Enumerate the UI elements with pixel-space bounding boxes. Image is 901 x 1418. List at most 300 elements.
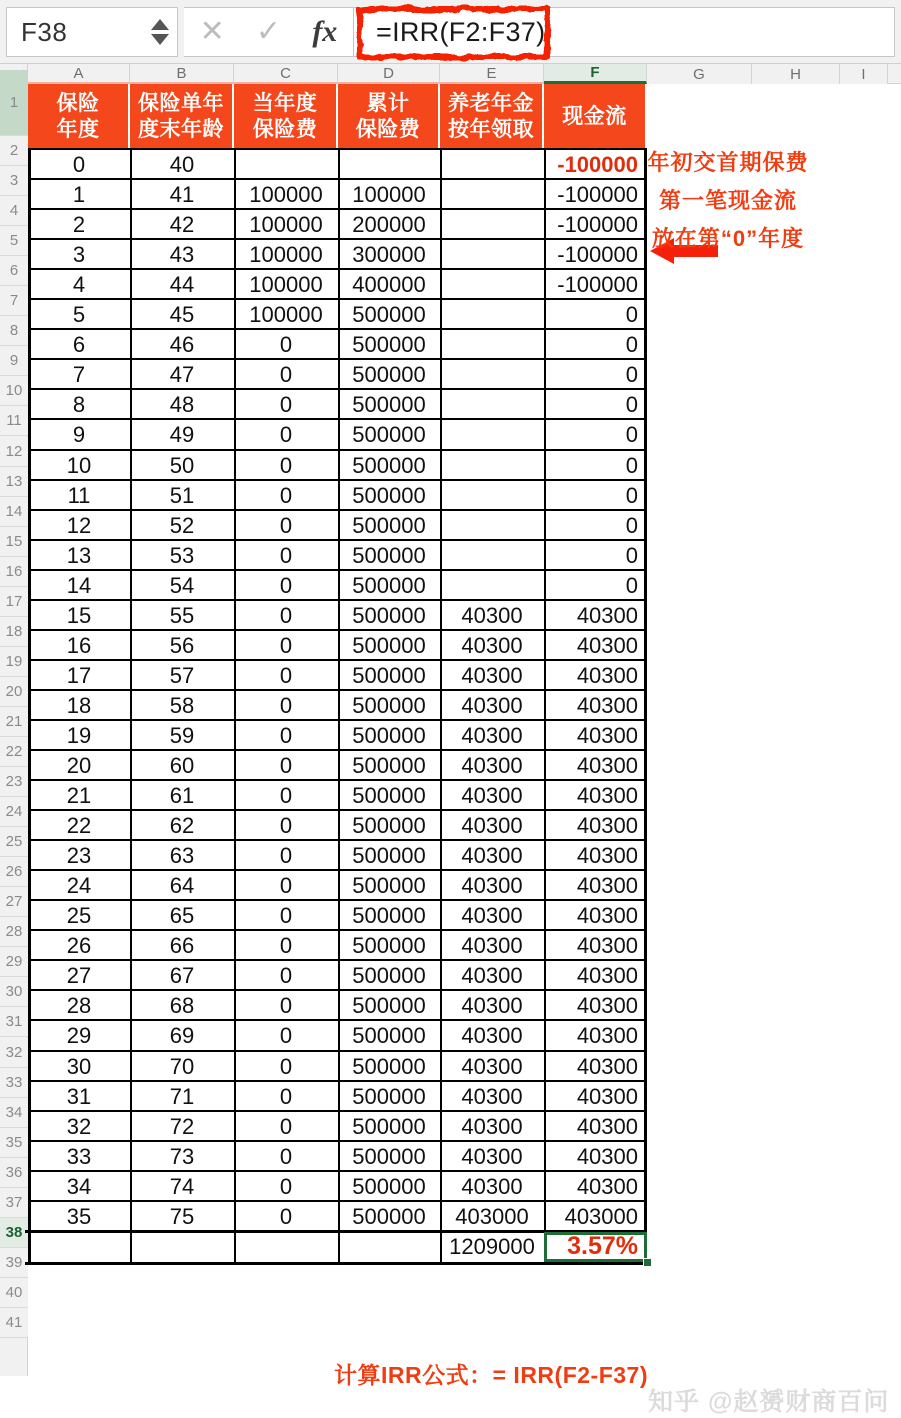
cell-C38[interactable] (234, 1232, 338, 1262)
cell-C13[interactable]: 0 (279, 482, 293, 508)
cell-C14[interactable]: 0 (279, 512, 293, 538)
cell-E10[interactable] (440, 390, 544, 420)
cell-B8[interactable]: 46 (169, 332, 195, 358)
row-header-6[interactable]: 6 (0, 256, 28, 286)
row-header-36[interactable]: 36 (0, 1158, 28, 1188)
row-header-27[interactable]: 27 (0, 887, 28, 917)
cell-D32[interactable]: 500000 (352, 1053, 426, 1079)
grid-line-horizontal (28, 298, 647, 300)
cell-C16[interactable]: 0 (279, 572, 293, 598)
cell-F29[interactable]: 40300 (576, 963, 638, 989)
cell-D26[interactable]: 500000 (352, 873, 426, 899)
cell-A20[interactable]: 18 (66, 692, 92, 718)
cell-B38[interactable] (130, 1232, 234, 1262)
cell-F18[interactable]: 40300 (576, 632, 638, 658)
cell-C28[interactable]: 0 (279, 933, 293, 959)
side-annotation-line-3: 放在第“0”年度 (651, 226, 805, 251)
grid-line-vertical (130, 148, 132, 1262)
cell-F20[interactable]: 40300 (576, 692, 638, 718)
row-header-35[interactable]: 35 (0, 1128, 28, 1158)
cell-F26[interactable]: 40300 (576, 873, 638, 899)
cell-F8[interactable]: 0 (625, 332, 638, 358)
cell-E7[interactable] (440, 300, 544, 330)
cell-B5[interactable]: 43 (169, 242, 195, 268)
cell-D38[interactable] (338, 1232, 440, 1262)
check-icon[interactable]: ✓ (255, 15, 282, 48)
cell-D14[interactable]: 500000 (352, 512, 426, 538)
cell-D31[interactable]: 500000 (352, 1023, 426, 1049)
cell-D27[interactable]: 500000 (352, 903, 426, 929)
cell-D35[interactable]: 500000 (352, 1143, 426, 1169)
cell-A25[interactable]: 23 (66, 843, 92, 869)
formula-input[interactable]: =IRR(F2:F37) (376, 16, 546, 47)
cell-E30[interactable]: 40300 (461, 993, 523, 1019)
cell-F37[interactable]: 403000 (564, 1203, 638, 1229)
grid-line-horizontal (28, 268, 647, 270)
row-header-5[interactable]: 5 (0, 226, 28, 256)
cell-A23[interactable]: 21 (66, 783, 92, 809)
cell-C15[interactable]: 0 (279, 542, 293, 568)
cell-D29[interactable]: 500000 (352, 963, 426, 989)
cell-E6[interactable] (440, 270, 544, 300)
column-header-a[interactable]: A (28, 64, 130, 84)
cell-F28[interactable]: 40300 (576, 933, 638, 959)
cell-F19[interactable]: 40300 (576, 662, 638, 688)
row-header-21[interactable]: 21 (0, 707, 28, 737)
cell-B31[interactable]: 69 (169, 1023, 195, 1049)
cell-F9[interactable]: 0 (625, 362, 638, 388)
cell-A29[interactable]: 27 (66, 963, 92, 989)
column-header-c[interactable]: C (234, 64, 338, 84)
row-header-30[interactable]: 30 (0, 977, 28, 1007)
cell-B19[interactable]: 57 (169, 662, 195, 688)
cell-E14[interactable] (440, 511, 544, 541)
cell-C25[interactable]: 0 (279, 843, 293, 869)
cell-A27[interactable]: 25 (66, 903, 92, 929)
column-header-d[interactable]: D (338, 64, 440, 84)
cell-B18[interactable]: 56 (169, 632, 195, 658)
cell-E33[interactable]: 40300 (461, 1083, 523, 1109)
cell-B17[interactable]: 55 (169, 602, 195, 628)
cell-C7[interactable]: 100000 (249, 302, 323, 328)
cell-F23[interactable]: 40300 (576, 783, 638, 809)
cell-A18[interactable]: 16 (66, 632, 92, 658)
cell-A9[interactable]: 7 (72, 362, 86, 388)
table-header-cell-E[interactable] (440, 84, 544, 150)
cell-B14[interactable]: 52 (169, 512, 195, 538)
cell-C34[interactable]: 0 (279, 1113, 293, 1139)
cell-A6[interactable]: 4 (72, 272, 86, 298)
cell-E26[interactable]: 40300 (461, 873, 523, 899)
cell-E28[interactable]: 40300 (461, 933, 523, 959)
cell-C36[interactable]: 0 (279, 1173, 293, 1199)
cell-A35[interactable]: 33 (66, 1143, 92, 1169)
cell-B28[interactable]: 66 (169, 933, 195, 959)
cell-B23[interactable]: 61 (169, 783, 195, 809)
cell-F16[interactable]: 0 (625, 572, 638, 598)
cell-D10[interactable]: 500000 (352, 392, 426, 418)
cell-A30[interactable]: 28 (66, 993, 92, 1019)
cell-C26[interactable]: 0 (279, 873, 293, 899)
row-header-29[interactable]: 29 (0, 947, 28, 977)
cell-E36[interactable]: 40300 (461, 1173, 523, 1199)
cell-D36[interactable]: 500000 (352, 1173, 426, 1199)
cell-E8[interactable] (440, 330, 544, 360)
cell-F36[interactable]: 40300 (576, 1173, 638, 1199)
cell-A3[interactable]: 1 (72, 182, 86, 208)
cell-A31[interactable]: 29 (66, 1023, 92, 1049)
cell-A26[interactable]: 24 (66, 873, 92, 899)
cell-A21[interactable]: 19 (66, 722, 92, 748)
cell-D19[interactable]: 500000 (352, 662, 426, 688)
row-header-14[interactable]: 14 (0, 497, 28, 527)
cell-A5[interactable]: 3 (72, 242, 86, 268)
cell-D33[interactable]: 500000 (352, 1083, 426, 1109)
row-header-37[interactable]: 37 (0, 1188, 28, 1218)
table-header-cell-C[interactable] (234, 84, 338, 150)
cell-B6[interactable]: 44 (169, 272, 195, 298)
cell-B29[interactable]: 67 (169, 963, 195, 989)
column-header-h[interactable]: H (752, 64, 840, 84)
cell-F6[interactable]: -100000 (557, 272, 638, 298)
row-header-41[interactable]: 41 (0, 1308, 28, 1338)
cell-A33[interactable]: 31 (66, 1083, 92, 1109)
cell-F32[interactable]: 40300 (576, 1053, 638, 1079)
cell-A17[interactable]: 15 (66, 602, 92, 628)
cell-C9[interactable]: 0 (279, 362, 293, 388)
cell-E2[interactable] (440, 150, 544, 180)
cell-A32[interactable]: 30 (66, 1053, 92, 1079)
row-header-39[interactable]: 39 (0, 1248, 28, 1278)
cell-D4[interactable]: 200000 (352, 212, 426, 238)
row-header-28[interactable]: 28 (0, 917, 28, 947)
header-line: 保险费 (252, 118, 318, 141)
cell-A22[interactable]: 20 (66, 753, 92, 779)
cell-C23[interactable]: 0 (279, 783, 293, 809)
cell-E5[interactable] (440, 240, 544, 270)
cell-A7[interactable]: 5 (72, 302, 86, 328)
cell-B35[interactable]: 73 (169, 1143, 195, 1169)
row-header-15[interactable]: 15 (0, 527, 28, 557)
row-header-40[interactable]: 40 (0, 1278, 28, 1308)
cell-C37[interactable]: 0 (279, 1203, 293, 1229)
cell-D13[interactable]: 500000 (352, 482, 426, 508)
cell-E17[interactable]: 40300 (461, 602, 523, 628)
cell-E11[interactable] (440, 420, 544, 450)
cell-B21[interactable]: 59 (169, 722, 195, 748)
chevron-up-icon[interactable] (151, 19, 169, 30)
cell-A13[interactable]: 11 (67, 482, 91, 508)
cell-D6[interactable]: 400000 (352, 272, 426, 298)
cell-B24[interactable]: 62 (169, 813, 195, 839)
row-header-26[interactable]: 26 (0, 857, 28, 887)
cell-F13[interactable]: 0 (625, 482, 638, 508)
cell-F35[interactable]: 40300 (576, 1143, 638, 1169)
cell-C32[interactable]: 0 (279, 1053, 293, 1079)
cell-E38[interactable]: 1209000 (449, 1233, 535, 1259)
cell-E9[interactable] (440, 360, 544, 390)
cell-B34[interactable]: 72 (169, 1113, 195, 1139)
cell-B36[interactable]: 74 (169, 1173, 195, 1199)
cell-F33[interactable]: 40300 (576, 1083, 638, 1109)
cell-E3[interactable] (440, 180, 544, 210)
cell-F11[interactable]: 0 (625, 422, 638, 448)
cell-D2[interactable] (338, 150, 440, 180)
insert-function-icon[interactable]: fx (312, 15, 338, 48)
cell-E16[interactable] (440, 571, 544, 601)
row-header-22[interactable]: 22 (0, 737, 28, 767)
cell-B15[interactable]: 53 (169, 542, 195, 568)
cell-D30[interactable]: 500000 (352, 993, 426, 1019)
grid-line-horizontal (28, 328, 647, 330)
row-header-2[interactable]: 2 (0, 136, 28, 166)
cell-C22[interactable]: 0 (279, 753, 293, 779)
cell-F22[interactable]: 40300 (576, 753, 638, 779)
cell-C27[interactable]: 0 (279, 903, 293, 929)
cell-A19[interactable]: 17 (66, 662, 92, 688)
cell-C3[interactable]: 100000 (249, 182, 323, 208)
cell-C21[interactable]: 0 (279, 722, 293, 748)
cell-A36[interactable]: 34 (66, 1173, 92, 1199)
row-header-33[interactable]: 33 (0, 1068, 28, 1098)
chevron-down-icon[interactable] (151, 34, 169, 45)
row-header-13[interactable]: 13 (0, 467, 28, 497)
header-line: 保险 (56, 92, 100, 116)
row-header-25[interactable]: 25 (0, 827, 28, 857)
cell-D7[interactable]: 500000 (352, 302, 426, 328)
grid-line-horizontal (28, 869, 647, 871)
cell-F25[interactable]: 40300 (576, 843, 638, 869)
row-header-31[interactable]: 31 (0, 1007, 28, 1037)
cell-E35[interactable]: 40300 (461, 1143, 523, 1169)
row-header-9[interactable]: 9 (0, 346, 28, 376)
cell-F27[interactable]: 40300 (576, 903, 638, 929)
cell-D18[interactable]: 500000 (352, 632, 426, 658)
cell-C29[interactable]: 0 (279, 963, 293, 989)
cell-D37[interactable]: 500000 (352, 1203, 426, 1229)
cell-A28[interactable]: 26 (66, 933, 92, 959)
grid-line-horizontal (28, 539, 647, 541)
row-header-34[interactable]: 34 (0, 1098, 28, 1128)
cell-F21[interactable]: 40300 (576, 722, 638, 748)
cell-C2[interactable] (234, 150, 338, 180)
cell-C11[interactable]: 0 (279, 422, 293, 448)
cell-B32[interactable]: 70 (169, 1053, 195, 1079)
cell-C35[interactable]: 0 (279, 1143, 293, 1169)
cell-E19[interactable]: 40300 (461, 662, 523, 688)
cell-C8[interactable]: 0 (279, 332, 293, 358)
cell-C30[interactable]: 0 (279, 993, 293, 1019)
cell-B4[interactable]: 42 (169, 212, 195, 238)
cell-F15[interactable]: 0 (625, 542, 638, 568)
cell-B10[interactable]: 48 (169, 392, 195, 418)
cell-A34[interactable]: 32 (66, 1113, 92, 1139)
cell-F10[interactable]: 0 (625, 392, 638, 418)
cell-A14[interactable]: 12 (66, 512, 92, 538)
cell-B2[interactable]: 40 (169, 152, 195, 178)
cell-C33[interactable]: 0 (279, 1083, 293, 1109)
cell-A15[interactable]: 13 (66, 542, 92, 568)
row-header-4[interactable]: 4 (0, 196, 28, 226)
grid-line-horizontal (28, 509, 647, 511)
cell-C31[interactable]: 0 (279, 1023, 293, 1049)
name-box[interactable] (6, 7, 178, 57)
row-header-17[interactable]: 17 (0, 587, 28, 617)
grid-line-horizontal (28, 1019, 647, 1021)
cell-D25[interactable]: 500000 (352, 843, 426, 869)
table-header-cell-D[interactable] (338, 84, 440, 150)
row-header-12[interactable]: 12 (0, 437, 28, 467)
cell-B33[interactable]: 71 (169, 1083, 195, 1109)
name-box-spinner[interactable] (143, 8, 177, 56)
cell-E4[interactable] (440, 210, 544, 240)
cell-D21[interactable]: 500000 (352, 722, 426, 748)
cell-B37[interactable]: 75 (169, 1203, 195, 1229)
cancel-icon[interactable]: ✕ (199, 15, 225, 48)
cell-D24[interactable]: 500000 (352, 813, 426, 839)
cell-D16[interactable]: 500000 (352, 572, 426, 598)
column-header-f[interactable]: F (544, 64, 647, 84)
cell-E23[interactable]: 40300 (461, 783, 523, 809)
cell-F14[interactable]: 0 (625, 512, 638, 538)
cell-D34[interactable]: 500000 (352, 1113, 426, 1139)
cell-C12[interactable]: 0 (279, 452, 293, 478)
cell-C6[interactable]: 100000 (249, 272, 323, 298)
cell-E29[interactable]: 40300 (461, 963, 523, 989)
cell-D9[interactable]: 500000 (352, 362, 426, 388)
cell-C19[interactable]: 0 (279, 662, 293, 688)
table-header-cell-F[interactable] (544, 84, 647, 150)
column-header-e[interactable]: E (440, 64, 544, 84)
cell-E15[interactable] (440, 541, 544, 571)
cell-E20[interactable]: 40300 (461, 692, 523, 718)
cell-C18[interactable]: 0 (279, 632, 293, 658)
row-header-19[interactable]: 19 (0, 647, 28, 677)
cell-E13[interactable] (440, 481, 544, 511)
row-header-1[interactable]: 1 (0, 70, 28, 136)
cell-F30[interactable]: 40300 (576, 993, 638, 1019)
cell-C20[interactable]: 0 (279, 692, 293, 718)
cell-F4[interactable]: -100000 (557, 212, 638, 238)
cell-B22[interactable]: 60 (169, 753, 195, 779)
cell-F34[interactable]: 40300 (576, 1113, 638, 1139)
row-header-8[interactable]: 8 (0, 316, 28, 346)
cell-A38[interactable] (28, 1232, 130, 1262)
cell-A8[interactable]: 6 (72, 332, 86, 358)
fill-handle[interactable] (643, 1258, 652, 1267)
cell-C17[interactable]: 0 (279, 602, 293, 628)
row-header-32[interactable]: 32 (0, 1038, 28, 1068)
column-header-i[interactable]: I (840, 64, 888, 84)
cell-B26[interactable]: 64 (169, 873, 195, 899)
cell-E24[interactable]: 40300 (461, 813, 523, 839)
row-header-38[interactable]: 38 (0, 1218, 28, 1248)
row-header-23[interactable]: 23 (0, 767, 28, 797)
cell-E31[interactable]: 40300 (461, 1023, 523, 1049)
cell-E18[interactable]: 40300 (461, 632, 523, 658)
cell-C10[interactable]: 0 (279, 392, 293, 418)
cell-F7[interactable]: 0 (625, 302, 638, 328)
cell-B20[interactable]: 58 (169, 692, 195, 718)
cell-B30[interactable]: 68 (169, 993, 195, 1019)
cell-B16[interactable]: 54 (169, 572, 195, 598)
cell-F3[interactable]: -100000 (557, 182, 638, 208)
cell-A12[interactable]: 10 (66, 452, 92, 478)
cell-D3[interactable]: 100000 (352, 182, 426, 208)
cell-D15[interactable]: 500000 (352, 542, 426, 568)
cell-A2[interactable]: 0 (72, 152, 86, 178)
row-header-16[interactable]: 16 (0, 557, 28, 587)
row-header-20[interactable]: 20 (0, 677, 28, 707)
row-header-18[interactable]: 18 (0, 617, 28, 647)
column-header-b[interactable]: B (130, 64, 234, 84)
spreadsheet-grid[interactable] (0, 64, 901, 1416)
row-header-7[interactable]: 7 (0, 286, 28, 316)
cell-B7[interactable]: 45 (169, 302, 195, 328)
cell-E21[interactable]: 40300 (461, 722, 523, 748)
cell-E34[interactable]: 40300 (461, 1113, 523, 1139)
cell-E25[interactable]: 40300 (461, 843, 523, 869)
table-header-cell-A[interactable] (28, 84, 130, 150)
row-header-10[interactable]: 10 (0, 376, 28, 406)
row-header-24[interactable]: 24 (0, 797, 28, 827)
column-header-g[interactable]: G (647, 64, 752, 84)
cell-D11[interactable]: 500000 (352, 422, 426, 448)
formula-input-wrapper[interactable] (354, 7, 895, 57)
cell-C24[interactable]: 0 (279, 813, 293, 839)
row-header-3[interactable]: 3 (0, 166, 28, 196)
cell-A24[interactable]: 22 (66, 813, 92, 839)
cell-F38[interactable]: 3.57% (567, 1232, 638, 1261)
cell-B12[interactable]: 50 (169, 452, 195, 478)
cell-F24[interactable]: 40300 (576, 813, 638, 839)
cell-E27[interactable]: 40300 (461, 903, 523, 929)
row-header-11[interactable]: 11 (0, 406, 28, 436)
cell-B25[interactable]: 63 (169, 843, 195, 869)
cell-A10[interactable]: 8 (72, 392, 86, 418)
cell-E22[interactable]: 40300 (461, 753, 523, 779)
table-header-cell-B[interactable] (130, 84, 234, 150)
cell-D28[interactable]: 500000 (352, 933, 426, 959)
cell-A37[interactable]: 35 (66, 1203, 92, 1229)
cell-F5[interactable]: -100000 (557, 242, 638, 268)
cell-F17[interactable]: 40300 (576, 602, 638, 628)
cell-D17[interactable]: 500000 (352, 602, 426, 628)
cell-F31[interactable]: 40300 (576, 1023, 638, 1049)
cell-C5[interactable]: 100000 (249, 242, 323, 268)
cell-B27[interactable]: 65 (169, 903, 195, 929)
cell-A16[interactable]: 14 (66, 572, 92, 598)
cell-A11[interactable]: 9 (72, 422, 86, 448)
cell-B3[interactable]: 41 (169, 182, 195, 208)
cell-D8[interactable]: 500000 (352, 332, 426, 358)
cell-D22[interactable]: 500000 (352, 753, 426, 779)
cell-B11[interactable]: 49 (169, 422, 195, 448)
cell-A4[interactable]: 2 (72, 212, 86, 238)
cell-B13[interactable]: 51 (169, 482, 195, 508)
cell-E37[interactable]: 403000 (455, 1203, 529, 1229)
cell-E12[interactable] (440, 451, 544, 481)
cell-E32[interactable]: 40300 (461, 1053, 523, 1079)
cell-F12[interactable]: 0 (625, 452, 638, 478)
cell-F2[interactable]: -100000 (557, 152, 638, 178)
cell-D20[interactable]: 500000 (352, 692, 426, 718)
cell-D12[interactable]: 500000 (352, 452, 426, 478)
cell-D5[interactable]: 300000 (352, 242, 426, 268)
cell-C4[interactable]: 100000 (249, 212, 323, 238)
cell-B9[interactable]: 47 (169, 362, 195, 388)
cell-D23[interactable]: 500000 (352, 783, 426, 809)
